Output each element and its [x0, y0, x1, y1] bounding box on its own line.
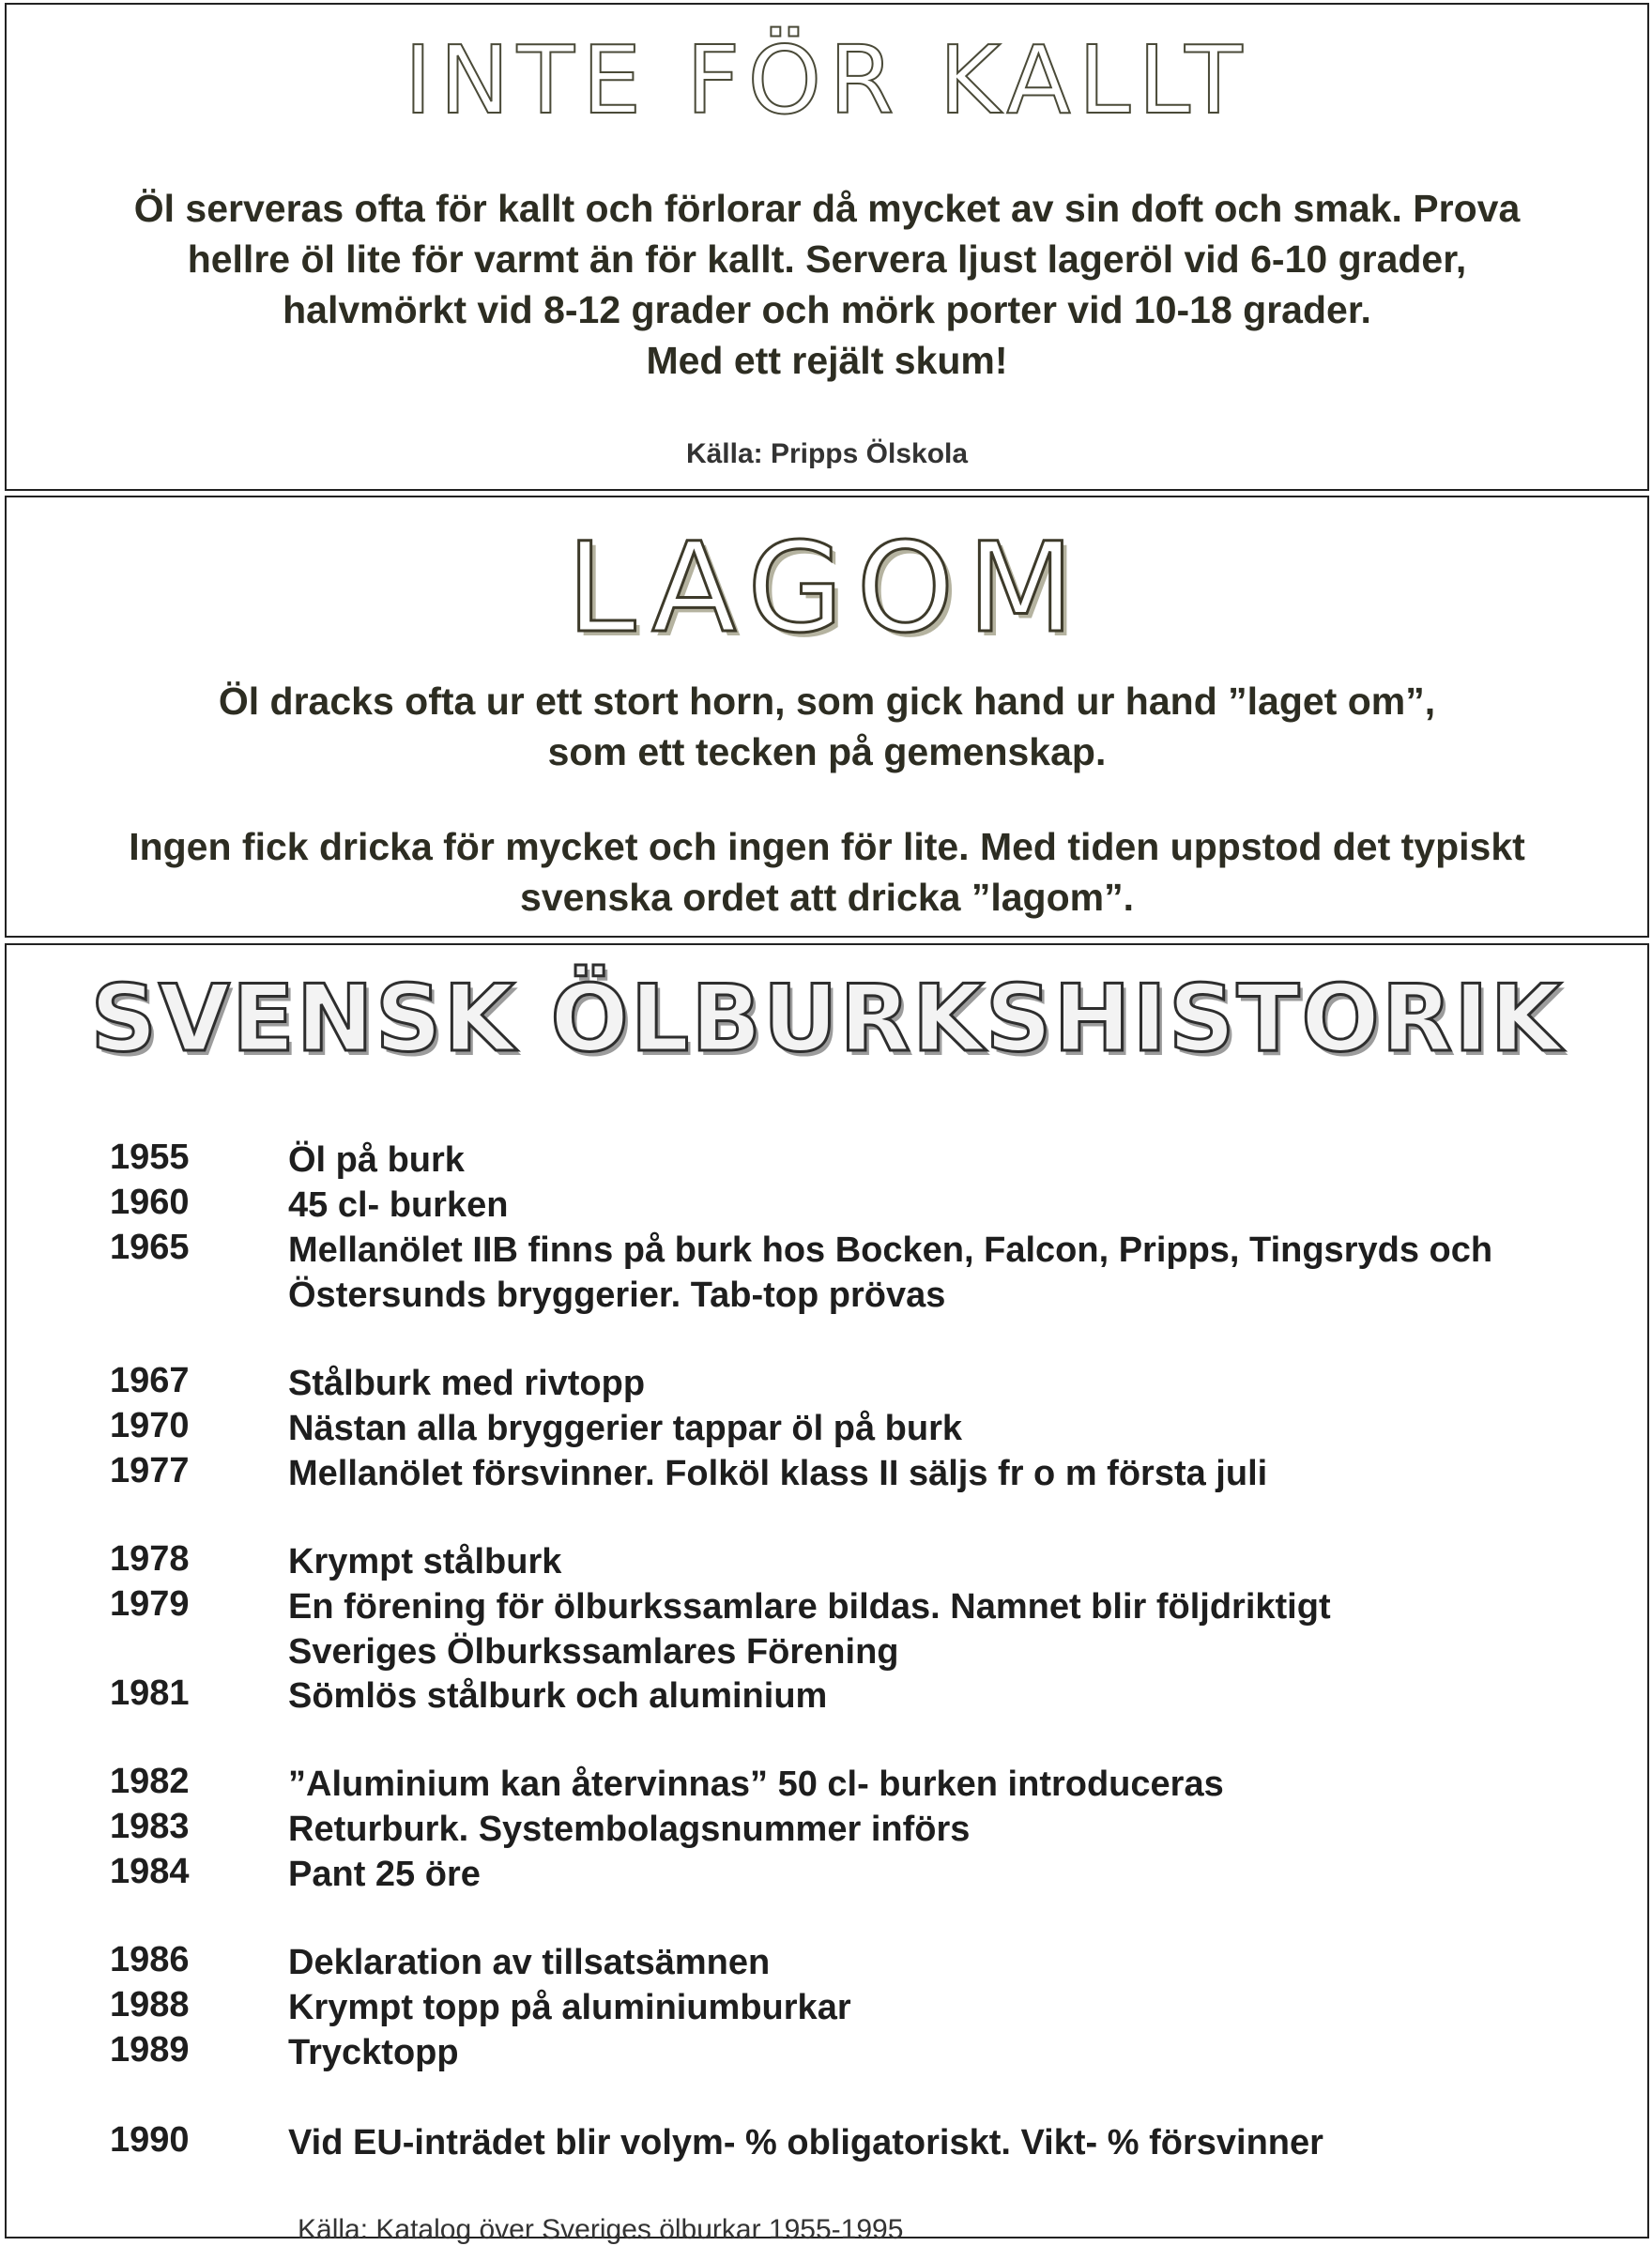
timeline-year: 1983	[110, 1807, 190, 1846]
body-line: Med ett rejält skum!	[646, 339, 1008, 382]
timeline-text: Öl på burk	[288, 1140, 465, 1180]
body-line: Öl serveras ofta för kallt och förlorar då mycket av sin doft och smak. Prova	[133, 187, 1521, 230]
timeline-year: 1986	[110, 1940, 190, 1979]
timeline-text: Nästan alla bryggerier tappar öl på burk	[288, 1409, 962, 1448]
timeline-text: Sömlös stålburk och aluminium	[288, 1676, 828, 1716]
timeline-text-line: Mellanölet IIB finns på burk hos Bocken, Falcon, Pripps, Tingsryds och	[288, 1230, 1493, 1270]
timeline-year: 1988	[110, 1985, 190, 2024]
body-line: halvmörkt vid 8-12 grader och mörk porter vid 10-18 grader.	[283, 288, 1371, 331]
timeline-text: Returburk. Systembolagsnummer införs	[288, 1810, 971, 1849]
panel-title: LAGOM	[566, 516, 1088, 661]
timeline-year: 1965	[110, 1228, 190, 1267]
timeline-year: 1977	[110, 1451, 190, 1490]
panel-title: INTE FÖR KALLT	[404, 25, 1250, 135]
timeline-year: 1955	[110, 1138, 190, 1177]
timeline-year: 1989	[110, 2030, 190, 2070]
paragraph-2	[7, 821, 1647, 923]
timeline-text-line: Östersunds bryggerier. Tab-top prövas	[288, 1276, 946, 1315]
timeline-year: 1979	[110, 1584, 190, 1624]
body-line: hellre öl lite för varmt än för kallt. Servera ljust lageröl vid 6-10 grader,	[187, 237, 1467, 281]
panel-inte-for-kallt	[5, 3, 1649, 491]
timeline-year: 1967	[110, 1361, 190, 1400]
timeline-text-line: En förening för ölburkssamlare bildas. Namnet blir följdriktigt	[288, 1587, 1331, 1627]
timeline-text: Krympt topp på aluminiumburkar	[288, 1988, 851, 2027]
source-citation: Källa: Pripps Ölskola	[685, 438, 969, 469]
timeline-text: Mellanölet försvinner. Folköl klass II säljs fr o m första juli	[288, 1454, 1268, 1493]
source-citation: Källa: Katalog över Sveriges ölburkar 1955-1995	[298, 2214, 904, 2245]
panel-body	[7, 183, 1647, 386]
panel-title: SVENSK ÖLBURKSHISTORIK	[90, 966, 1564, 1073]
timeline-text	[288, 1228, 1492, 1318]
timeline-year: 1978	[110, 1539, 190, 1579]
timeline-year: 1970	[110, 1406, 190, 1445]
timeline-text	[288, 1584, 1331, 1674]
paragraph-1	[7, 676, 1647, 777]
timeline-text: Stålburk med rivtopp	[288, 1364, 646, 1403]
body-line: Öl dracks ofta ur ett stort horn, som gick hand ur hand ”laget om”,	[218, 680, 1436, 723]
timeline-text: ”Aluminium kan återvinnas” 50 cl- burken introduceras	[288, 1765, 1224, 1804]
body-line: som ett tecken på gemenskap.	[547, 730, 1107, 773]
timeline-text: 45 cl- burken	[288, 1185, 509, 1225]
panel-olburkshistorik	[5, 943, 1649, 2245]
timeline-text: Pant 25 öre	[288, 1855, 481, 1894]
body-line: svenska ordet att dricka ”lagom”.	[520, 876, 1134, 919]
timeline-text: Vid EU-inträdet blir volym- % obligatoriskt. Vikt- % försvinner	[288, 2123, 1323, 2162]
timeline-year: 1990	[110, 2120, 190, 2160]
timeline-text: Trycktopp	[288, 2033, 459, 2072]
timeline-year: 1984	[110, 1852, 190, 1891]
timeline-year: 1982	[110, 1762, 190, 1801]
timeline-text-line: Sveriges Ölburkssamlares Förening	[288, 1632, 899, 1672]
panel-lagom	[5, 496, 1649, 938]
timeline-year: 1960	[110, 1183, 190, 1222]
timeline-year: 1981	[110, 1673, 190, 1713]
body-line: Ingen fick dricka för mycket och ingen för lite. Med tiden uppstod det typiskt	[129, 825, 1525, 868]
timeline-text: Krympt stålburk	[288, 1542, 562, 1581]
timeline-text: Deklaration av tillsatsämnen	[288, 1943, 771, 1982]
